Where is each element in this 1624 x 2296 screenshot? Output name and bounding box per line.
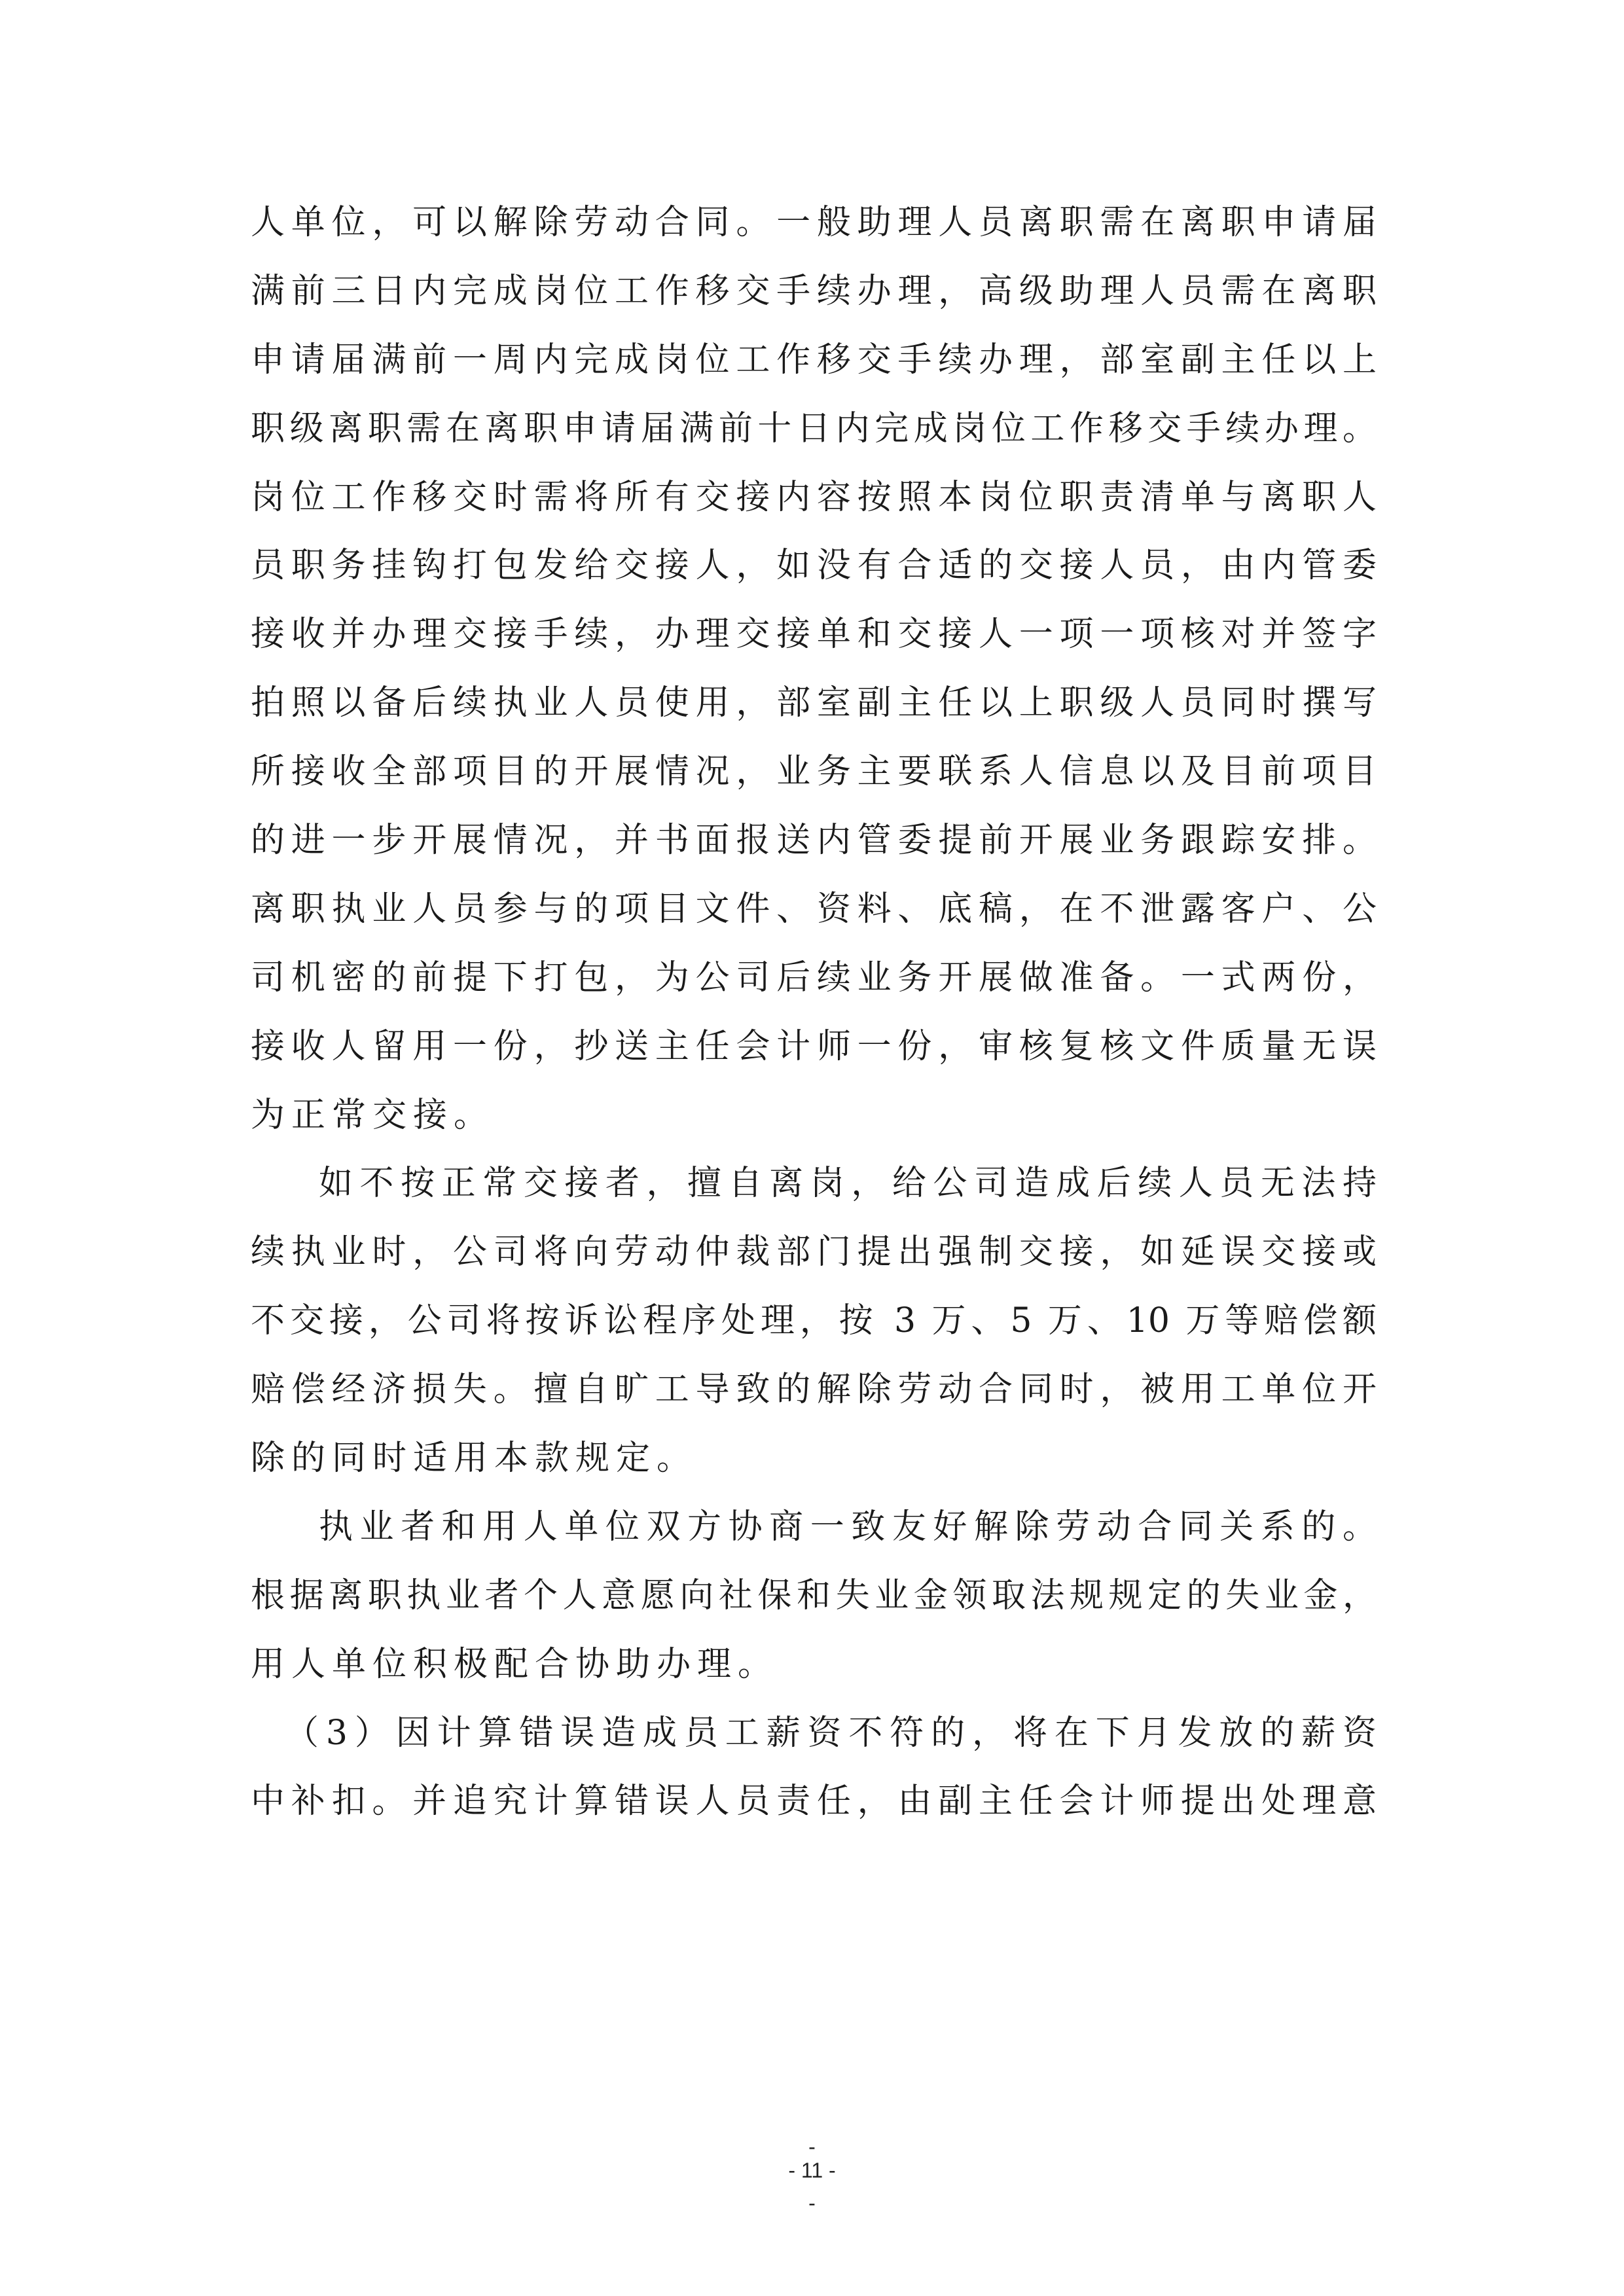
- text-line: 用人单位积极配合协助办理。: [251, 1644, 779, 1684]
- text-line: 所接收全部项目的开展情况，业务主要联系人信息以及目前项目: [251, 752, 1377, 792]
- page-number: - 11 -: [788, 2159, 836, 2182]
- footer-dash-top: -: [808, 2135, 816, 2159]
- text-line: 除的同时适用本款规定。: [251, 1439, 698, 1479]
- text-line: 为正常交接。: [251, 1095, 495, 1135]
- text-line: 续执业时，公司将向劳动仲裁部门提出强制交接，如延误交接或: [251, 1232, 1377, 1272]
- text-line: 的进一步开展情况，并书面报送内管委提前开展业务跟踪安排。: [251, 821, 1377, 861]
- text-line: 员职务挂钩打包发给交接人，如没有合适的交接人员，由内管委: [251, 546, 1377, 586]
- text-line: 申请届满前一周内完成岗位工作移交手续办理，部室副主任以上: [251, 340, 1377, 380]
- text-line: 赔偿经济损失。擅自旷工导致的解除劳动合同时，被用工单位开: [251, 1370, 1377, 1410]
- text-line: 离职执业人员参与的项目文件、资料、底稿，在不泄露客户、公: [251, 889, 1377, 929]
- text-line: （3）因计算错误造成员工薪资不符的，将在下月发放的薪资: [285, 1713, 1377, 1753]
- text-line: 如不按正常交接者，擅自离岗，给公司造成后续人员无法持: [319, 1164, 1377, 1204]
- text-line: 不交接，公司将按诉讼程序处理，按 3 万、5 万、10 万等赔偿额: [251, 1301, 1377, 1341]
- text-line: 拍照以备后续执业人员使用，部室副主任以上职级人员同时撰写: [251, 683, 1377, 723]
- body-text: [251, 188, 1377, 1836]
- text-line: 岗位工作移交时需将所有交接内容按照本岗位职责清单与离职人: [251, 477, 1377, 517]
- text-line: 接收人留用一份，抄送主任会计师一份，审核复核文件质量无误: [251, 1026, 1377, 1066]
- text-line: 接收并办理交接手续，办理交接单和交接人一项一项核对并签字: [251, 615, 1377, 655]
- text-line: 人单位，可以解除劳动合同。一般助理人员离职需在离职申请届: [251, 203, 1377, 242]
- text-line: 满前三日内完成岗位工作移交手续办理，高级助理人员需在离职: [251, 271, 1377, 311]
- text-line: 司机密的前提下打包，为公司后续业务开展做准备。一式两份，: [251, 958, 1377, 997]
- text-line: 中补扣。并追究计算错误人员责任，由副主任会计师提出处理意: [251, 1782, 1377, 1821]
- text-line: 职级离职需在离职申请届满前十日内完成岗位工作移交手续办理。: [251, 408, 1377, 448]
- text-line: 执业者和用人单位双方协商一致友好解除劳动合同关系的。: [319, 1507, 1377, 1547]
- footer-dash-bottom: -: [808, 2191, 816, 2215]
- text-line: 根据离职执业者个人意愿向社保和失业金领取法规规定的失业金，: [251, 1575, 1377, 1615]
